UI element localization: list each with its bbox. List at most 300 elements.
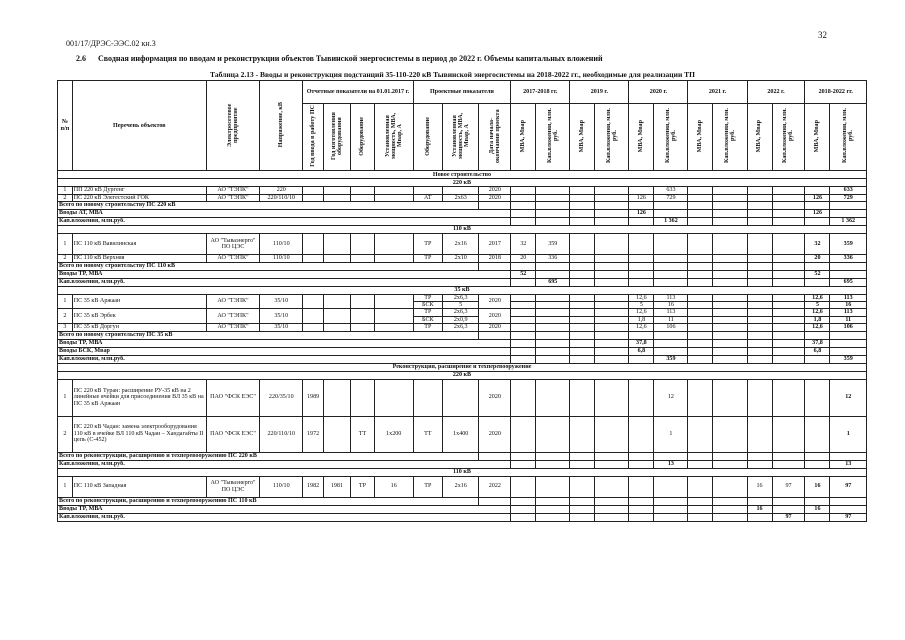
table-cell: 11 bbox=[654, 316, 688, 323]
table-cell bbox=[570, 234, 595, 255]
table-cell bbox=[511, 339, 536, 347]
table-cell bbox=[654, 339, 688, 347]
table-row bbox=[58, 255, 867, 262]
table-cell: 2 bbox=[58, 416, 73, 452]
table-cell bbox=[772, 324, 805, 331]
table-cell bbox=[805, 262, 830, 270]
table-cell bbox=[629, 513, 654, 521]
table-cell: 32 bbox=[511, 234, 536, 255]
table-cell: ПП 220 кВ Дургенг bbox=[72, 187, 206, 194]
table-row bbox=[58, 187, 867, 194]
table-cell bbox=[688, 347, 713, 355]
table-cell: 2018 bbox=[479, 255, 511, 262]
table-cell bbox=[688, 452, 713, 460]
table-cell: 1 bbox=[58, 187, 73, 194]
table-total-row bbox=[58, 347, 867, 355]
table-cell: 97 bbox=[830, 476, 867, 497]
table-cell bbox=[830, 270, 867, 278]
table-cell: 695 bbox=[830, 278, 867, 286]
table-cell bbox=[747, 309, 772, 316]
table-cell bbox=[830, 452, 867, 460]
table-cell: 359 bbox=[536, 234, 570, 255]
table-cell bbox=[830, 331, 867, 339]
table-cell bbox=[536, 452, 570, 460]
col-num-header: № п/п bbox=[58, 81, 73, 171]
table-cell bbox=[595, 505, 629, 513]
table-cell bbox=[536, 270, 570, 278]
table-total-row bbox=[58, 460, 867, 468]
table-cell bbox=[654, 270, 688, 278]
table-cell bbox=[713, 262, 747, 270]
table-cell bbox=[479, 202, 511, 210]
table-total-row bbox=[58, 505, 867, 513]
table-cell bbox=[805, 218, 830, 226]
table-cell bbox=[713, 355, 747, 363]
table-cell bbox=[570, 355, 595, 363]
table-cell: 336 bbox=[830, 255, 867, 262]
table-cell bbox=[323, 379, 350, 416]
table-cell bbox=[713, 416, 747, 452]
table-cell: 2020 bbox=[479, 324, 511, 331]
table-cell bbox=[688, 202, 713, 210]
table-cell bbox=[713, 497, 747, 505]
table-cell: 12,6 bbox=[805, 294, 830, 301]
total-label: Вводы АТ, МВА bbox=[58, 210, 511, 218]
mva-header: МВА, Мвар bbox=[570, 104, 595, 171]
table-cell bbox=[772, 347, 805, 355]
table-cell: 12 bbox=[830, 379, 867, 416]
rep-year-made-header: Год изготовления оборудования bbox=[323, 104, 350, 171]
table-cell bbox=[713, 324, 747, 331]
table-cell bbox=[511, 476, 536, 497]
table-cell bbox=[772, 301, 805, 308]
table-cell bbox=[747, 202, 772, 210]
table-cell: 20 bbox=[805, 255, 830, 262]
table-cell bbox=[629, 270, 654, 278]
table-cell bbox=[747, 339, 772, 347]
table-cell bbox=[688, 234, 713, 255]
table-total-row bbox=[58, 278, 867, 286]
table-cell bbox=[303, 309, 323, 324]
table-cell bbox=[805, 452, 830, 460]
proj-date-header: Дата начала-окончания проекта bbox=[479, 104, 511, 171]
table-total-row bbox=[58, 218, 867, 226]
table-cell: 110/10 bbox=[260, 234, 303, 255]
table-cell bbox=[595, 316, 629, 323]
table-cell: 13 bbox=[830, 460, 867, 468]
table-body bbox=[58, 171, 867, 521]
table-cell bbox=[772, 187, 805, 194]
table-cell bbox=[654, 513, 688, 521]
table-cell: 729 bbox=[654, 194, 688, 201]
table-cell: 1,8 bbox=[629, 316, 654, 323]
total-label: Всего по реконструкции, расширению и техперевооружению ПС 110 кВ bbox=[58, 497, 479, 505]
table-cell bbox=[351, 187, 375, 194]
table-cell bbox=[805, 278, 830, 286]
year-1718-header: 2017-2018 гг. bbox=[511, 81, 570, 104]
table-cell bbox=[772, 460, 805, 468]
table-cell bbox=[629, 452, 654, 460]
year-19-header: 2019 г. bbox=[570, 81, 629, 104]
table-cell bbox=[772, 194, 805, 201]
table-row bbox=[58, 476, 867, 497]
table-cell bbox=[772, 452, 805, 460]
table-cell bbox=[713, 187, 747, 194]
table-cell: ТТ bbox=[413, 416, 443, 452]
table-cell bbox=[688, 194, 713, 201]
table-cell bbox=[595, 452, 629, 460]
total-label: Вводы БСК, Мвар bbox=[58, 347, 511, 355]
table-cell: 35/10 bbox=[260, 324, 303, 331]
table-cell bbox=[303, 187, 323, 194]
table-cell bbox=[595, 416, 629, 452]
table-cell bbox=[570, 194, 595, 201]
table-caption: Таблица 2.13 - Вводы и реконструкция подстанций 35-110-220 кВ Тывинской энергосистемы на 2018-2022 гг., необходимые для реализации ТП bbox=[210, 70, 695, 79]
year-1822-header: 2018-2022 гг. bbox=[805, 81, 867, 104]
table-cell bbox=[688, 355, 713, 363]
table-cell bbox=[713, 270, 747, 278]
table-cell: 2х16 bbox=[443, 476, 479, 497]
table-band-row bbox=[58, 363, 867, 371]
document-code: 001/17/ДРЭС-ЭЭС.02 кн.3 bbox=[66, 39, 156, 48]
table-cell bbox=[595, 194, 629, 201]
table-cell bbox=[303, 194, 323, 201]
table-cell bbox=[570, 339, 595, 347]
total-label: Вводы ТР, МВА bbox=[58, 270, 511, 278]
table-cell bbox=[595, 262, 629, 270]
table-cell: ПС 35 кВ Доргун bbox=[72, 324, 206, 331]
table-cell: АО "ТЭПК" bbox=[206, 194, 259, 201]
table-cell bbox=[323, 187, 350, 194]
table-cell bbox=[511, 202, 536, 210]
table-cell: 110/10 bbox=[260, 255, 303, 262]
table-cell: ТР bbox=[413, 234, 443, 255]
table-cell bbox=[351, 294, 375, 309]
table-cell: ТР bbox=[413, 309, 443, 316]
table-cell: 37,8 bbox=[629, 339, 654, 347]
table-cell bbox=[570, 460, 595, 468]
total-label: Кап.вложения, млн.руб. bbox=[58, 513, 511, 521]
table-cell bbox=[688, 416, 713, 452]
table-cell bbox=[772, 331, 805, 339]
table-cell: АО "Тываэнерго" ПО ЦЭС bbox=[206, 234, 259, 255]
table-cell: 1,8 bbox=[805, 316, 830, 323]
table-cell: АО "ТЭПК" bbox=[206, 294, 259, 309]
table-cell bbox=[830, 339, 867, 347]
table-cell: АО "ТЭПК" bbox=[206, 309, 259, 324]
table-cell: 16 bbox=[747, 476, 772, 497]
table-cell bbox=[747, 347, 772, 355]
table-cell: ПС 220 кВ Туран: расширение РУ-35 кВ на 2 линейные ячейки для присоединения ВЛ 35 кВ на ПС 35 кВ Аржаан bbox=[72, 379, 206, 416]
table-cell bbox=[511, 218, 536, 226]
table-cell bbox=[805, 355, 830, 363]
table-cell bbox=[629, 218, 654, 226]
table-cell: 110/10 bbox=[260, 476, 303, 497]
table-cell bbox=[688, 218, 713, 226]
table-cell bbox=[595, 379, 629, 416]
table-total-row bbox=[58, 452, 867, 460]
table-cell bbox=[511, 278, 536, 286]
cap-header: Кап.вложения, млн. руб. bbox=[830, 104, 867, 171]
table-cell bbox=[595, 476, 629, 497]
table-cell bbox=[511, 309, 536, 316]
table-cell bbox=[536, 309, 570, 316]
table-cell bbox=[536, 218, 570, 226]
table-cell bbox=[374, 324, 413, 331]
table-cell bbox=[570, 324, 595, 331]
table-cell bbox=[351, 309, 375, 324]
total-label: Всего по новому строительству ПС 35 кВ bbox=[58, 331, 479, 339]
year-22-header: 2022 г. bbox=[747, 81, 805, 104]
mva-header: МВА, Мвар bbox=[511, 104, 536, 171]
table-cell: 1 bbox=[654, 416, 688, 452]
table-cell bbox=[830, 497, 867, 505]
table-cell bbox=[511, 505, 536, 513]
table-cell bbox=[351, 324, 375, 331]
table-cell bbox=[536, 476, 570, 497]
table-cell bbox=[595, 294, 629, 301]
table-cell: 32 bbox=[805, 234, 830, 255]
section-number: 2.6 bbox=[76, 54, 86, 63]
table-cell: 2020 bbox=[479, 194, 511, 201]
table-cell bbox=[443, 187, 479, 194]
table-cell bbox=[830, 262, 867, 270]
table-cell bbox=[805, 187, 830, 194]
table-cell: 2х16 bbox=[443, 234, 479, 255]
table-cell: 729 bbox=[830, 194, 867, 201]
table-cell bbox=[374, 234, 413, 255]
table-cell: 1 bbox=[830, 416, 867, 452]
table-cell bbox=[747, 460, 772, 468]
table-band-row bbox=[58, 468, 867, 476]
table-cell bbox=[536, 202, 570, 210]
table-cell bbox=[511, 347, 536, 355]
table-cell bbox=[511, 331, 536, 339]
table-cell bbox=[511, 355, 536, 363]
table-cell bbox=[629, 187, 654, 194]
table-cell: 1 362 bbox=[654, 218, 688, 226]
table-cell: 695 bbox=[536, 278, 570, 286]
table-cell bbox=[374, 294, 413, 309]
table-cell bbox=[747, 301, 772, 308]
table-cell bbox=[772, 278, 805, 286]
table-band-row bbox=[58, 226, 867, 234]
total-label: Всего по реконструкции, расширению и техперевооружению ПС 220 кВ bbox=[58, 452, 479, 460]
band-label: Реконструкция, расширение и техперевооружение bbox=[58, 363, 867, 371]
total-label: Вводы ТР, МВА bbox=[58, 505, 511, 513]
table-cell: 97 bbox=[772, 476, 805, 497]
table-cell: ПАО "ФСК ЕЭС" bbox=[206, 379, 259, 416]
table-cell bbox=[479, 262, 511, 270]
table-cell: 5 bbox=[805, 301, 830, 308]
table-cell bbox=[570, 497, 595, 505]
table-cell bbox=[303, 324, 323, 331]
table-cell: 359 bbox=[830, 234, 867, 255]
table-cell bbox=[595, 331, 629, 339]
table-cell bbox=[303, 234, 323, 255]
table-cell: 16 bbox=[805, 505, 830, 513]
table-cell bbox=[479, 497, 511, 505]
total-label: Кап.вложения, млн.руб. bbox=[58, 355, 511, 363]
table-cell bbox=[772, 379, 805, 416]
table-cell bbox=[747, 278, 772, 286]
table-cell bbox=[772, 355, 805, 363]
table-cell bbox=[536, 355, 570, 363]
table-cell bbox=[747, 294, 772, 301]
page-number: 32 bbox=[818, 30, 827, 40]
table-cell bbox=[536, 210, 570, 218]
table-cell: ТР bbox=[413, 324, 443, 331]
table-cell: 633 bbox=[654, 187, 688, 194]
table-cell bbox=[747, 355, 772, 363]
table-cell bbox=[688, 294, 713, 301]
table-cell bbox=[747, 210, 772, 218]
mva-header: МВА, Мвар bbox=[747, 104, 772, 171]
table-cell: 220 bbox=[260, 187, 303, 194]
table-cell: 113 bbox=[654, 309, 688, 316]
year-21-header: 2021 г. bbox=[688, 81, 747, 104]
table-cell: 1х400 bbox=[443, 416, 479, 452]
table-cell: 11 bbox=[830, 316, 867, 323]
table-cell bbox=[595, 270, 629, 278]
table-cell: 113 bbox=[830, 294, 867, 301]
table-cell bbox=[323, 234, 350, 255]
table-cell: 113 bbox=[830, 309, 867, 316]
year-20-header: 2020 г. bbox=[629, 81, 688, 104]
table-cell bbox=[374, 309, 413, 324]
table-cell: ПАО "ФСК ЕЭС" bbox=[206, 416, 259, 452]
table-cell: 52 bbox=[511, 270, 536, 278]
table-cell bbox=[511, 324, 536, 331]
table-cell bbox=[688, 331, 713, 339]
table-cell bbox=[713, 505, 747, 513]
table-cell bbox=[629, 202, 654, 210]
table-cell bbox=[713, 331, 747, 339]
table-cell: 2020 bbox=[479, 294, 511, 309]
table-cell bbox=[830, 347, 867, 355]
table-cell: ПС 220 кВ Элегестский ГОК bbox=[72, 194, 206, 201]
table-cell bbox=[772, 316, 805, 323]
mva-header: МВА, Мвар bbox=[629, 104, 654, 171]
table-row bbox=[58, 324, 867, 331]
table-cell bbox=[536, 331, 570, 339]
table-cell bbox=[805, 460, 830, 468]
table-cell bbox=[323, 324, 350, 331]
table-cell: 2х63 bbox=[443, 194, 479, 201]
table-cell bbox=[595, 355, 629, 363]
table-cell bbox=[570, 218, 595, 226]
table-cell: 126 bbox=[629, 210, 654, 218]
table-cell bbox=[654, 262, 688, 270]
table-cell bbox=[511, 194, 536, 201]
mva-header: МВА, Мвар bbox=[688, 104, 713, 171]
table-cell bbox=[536, 316, 570, 323]
table-cell: 6,8 bbox=[629, 347, 654, 355]
table-cell bbox=[713, 513, 747, 521]
table-cell: 2 bbox=[58, 309, 73, 324]
table-cell bbox=[570, 309, 595, 316]
table-cell bbox=[688, 262, 713, 270]
table-cell bbox=[747, 234, 772, 255]
table-cell bbox=[351, 194, 375, 201]
table-cell: 16 bbox=[830, 301, 867, 308]
table-total-row bbox=[58, 497, 867, 505]
table-cell bbox=[688, 278, 713, 286]
table-cell bbox=[688, 339, 713, 347]
table-cell bbox=[595, 347, 629, 355]
table-cell bbox=[443, 379, 479, 416]
table-cell bbox=[713, 379, 747, 416]
table-cell bbox=[713, 234, 747, 255]
table-cell bbox=[629, 416, 654, 452]
table-cell bbox=[629, 355, 654, 363]
table-cell bbox=[413, 187, 443, 194]
table-cell: 20 bbox=[511, 255, 536, 262]
table-cell bbox=[629, 262, 654, 270]
table-cell bbox=[374, 187, 413, 194]
table-cell bbox=[654, 210, 688, 218]
col-enterprise-header: Электросетевое предприятие bbox=[206, 81, 259, 171]
table-cell bbox=[772, 255, 805, 262]
table-cell: 5 bbox=[443, 301, 479, 308]
table-cell bbox=[688, 255, 713, 262]
table-cell bbox=[323, 416, 350, 452]
table-cell bbox=[688, 476, 713, 497]
section-heading bbox=[76, 54, 603, 63]
table-cell bbox=[536, 187, 570, 194]
table-cell: 220/110/10 bbox=[260, 194, 303, 201]
table-cell bbox=[747, 513, 772, 521]
table-cell: 1982 bbox=[303, 476, 323, 497]
table-cell bbox=[511, 452, 536, 460]
table-cell bbox=[772, 218, 805, 226]
table-cell bbox=[511, 316, 536, 323]
table-cell bbox=[536, 416, 570, 452]
table-cell bbox=[570, 187, 595, 194]
table-cell bbox=[688, 505, 713, 513]
table-cell: ПС 110 кВ Вавилинская bbox=[72, 234, 206, 255]
table-cell bbox=[536, 294, 570, 301]
table-total-row bbox=[58, 270, 867, 278]
table-cell: 12 bbox=[654, 379, 688, 416]
table-cell bbox=[570, 513, 595, 521]
table-cell bbox=[713, 255, 747, 262]
table-cell bbox=[595, 210, 629, 218]
table-cell bbox=[713, 218, 747, 226]
table-cell: ТР bbox=[413, 255, 443, 262]
table-cell bbox=[747, 194, 772, 201]
table-cell bbox=[688, 513, 713, 521]
table-cell bbox=[536, 324, 570, 331]
table-cell bbox=[747, 187, 772, 194]
table-cell bbox=[654, 255, 688, 262]
table-cell bbox=[688, 316, 713, 323]
cap-header: Кап.вложения, млн. руб. bbox=[713, 104, 747, 171]
proj-equip-header: Оборудование bbox=[413, 104, 443, 171]
table-cell bbox=[688, 309, 713, 316]
section-title: Сводная информация по вводам и реконструкции объектов Тывинской энергосистемы в период до 2022 г. Объемы капитальных вложений bbox=[98, 54, 603, 63]
table-cell: 126 bbox=[805, 210, 830, 218]
table-cell bbox=[713, 309, 747, 316]
table-cell bbox=[713, 347, 747, 355]
table-cell bbox=[595, 218, 629, 226]
table-cell bbox=[747, 452, 772, 460]
table-cell bbox=[747, 270, 772, 278]
table-cell bbox=[595, 460, 629, 468]
table-cell bbox=[374, 379, 413, 416]
table-cell bbox=[536, 460, 570, 468]
table-cell bbox=[536, 379, 570, 416]
